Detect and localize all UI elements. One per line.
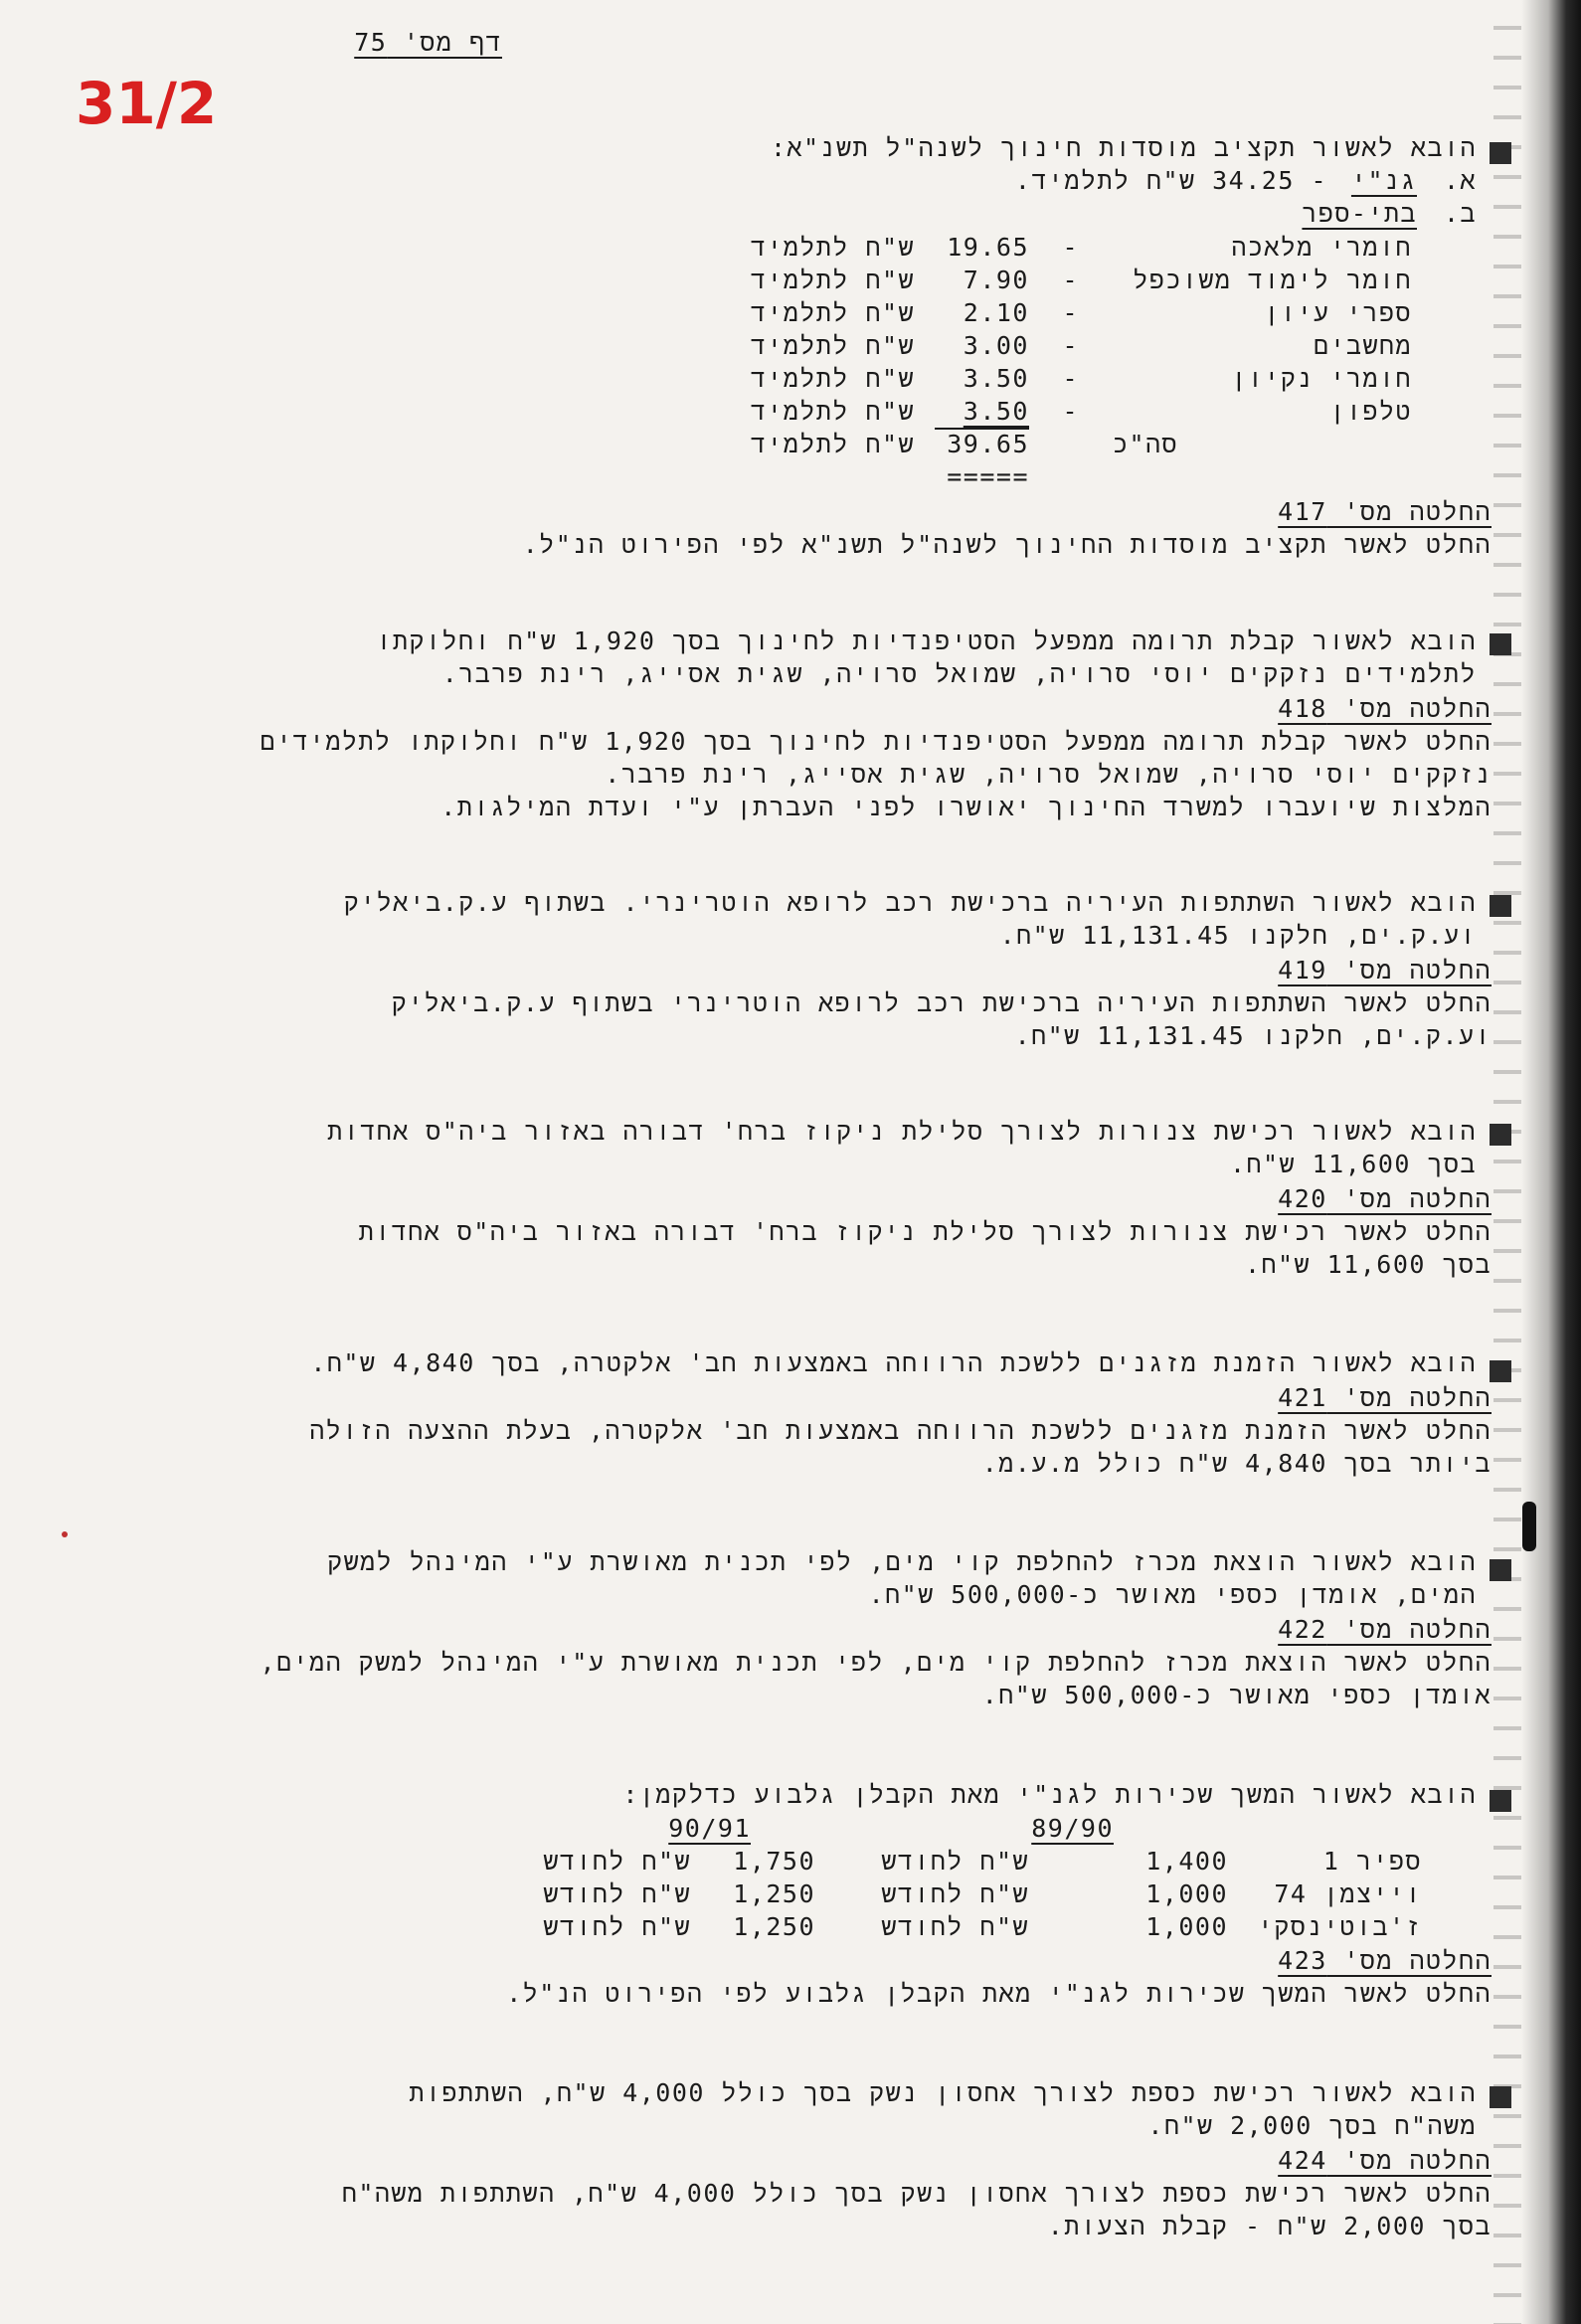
- item1-b-label: בתי-ספר: [1302, 199, 1417, 228]
- decision-line: החלט לאשר המשך שכירות לגנ"י מאת הקבלן גלבוע לפי הפירוט הנ"ל.: [506, 1979, 1492, 2008]
- rent-row-name: ז'בוטינסקי: [1257, 1912, 1422, 1941]
- item1-intro: הובא לאשור תקציב מוסדות חינוך לשנה"ל תשנ"א:: [770, 133, 1477, 162]
- budget-row-label: טלפון: [1329, 397, 1412, 426]
- rent-row-amount-a: 1,000: [1145, 1879, 1228, 1908]
- rent-col-header-a: 89/90: [1031, 1814, 1114, 1843]
- decision-number: החלטה מס' 423: [1278, 1946, 1492, 1975]
- proposal-line: הובא לאשור רכישת כספת לצורך אחסון נשק בסך כולל 4,000 ש"ח, השתתפות: [409, 2078, 1477, 2107]
- total-double-rule: =====: [947, 462, 1029, 491]
- rent-row-unit-a: ש"ח לחודש: [881, 1912, 1029, 1941]
- binding-shadow-lines: [1493, 0, 1521, 2324]
- budget-row-dash: -: [1062, 233, 1079, 262]
- budget-row-label: חומר לימוד משוכפל: [1133, 266, 1412, 294]
- item1-b-marker: ב.: [1443, 199, 1477, 228]
- proposal-line: בסך 11,600 ש"ח.: [1229, 1150, 1477, 1178]
- item-bullet: [1490, 142, 1511, 164]
- proposal-line: לתלמידים נזקקים יוסי סרויה, שמואל סרויה, שגית אסייג, רינת פרבר.: [441, 659, 1477, 688]
- decision-line: החלט לאשר רכישת צנורות לצורך סלילת ניקוז ברח' דבורה באזור ביה"ס אחדות: [358, 1217, 1492, 1246]
- page-reference: דף מס' 75: [354, 28, 502, 57]
- budget-row-amount: 2.10: [963, 298, 1029, 327]
- budget-row-dash: -: [1062, 331, 1079, 360]
- item1-a-marker: א.: [1443, 166, 1477, 195]
- binding-shadow: [1521, 0, 1581, 2324]
- rent-row-amount-a: 1,000: [1145, 1912, 1228, 1941]
- budget-row-amount: 3.00: [963, 331, 1029, 360]
- budget-row-amount: 7.90: [963, 266, 1029, 294]
- rent-row-unit-a: ש"ח לחודש: [881, 1847, 1029, 1876]
- rent-row-unit-a: ש"ח לחודש: [881, 1879, 1029, 1908]
- rent-row-name: וייצמן 74: [1274, 1879, 1422, 1908]
- proposal-line: משה"ח בסך 2,000 ש"ח.: [1147, 2111, 1477, 2140]
- decision-line: החלט לאשר השתתפות העיריה ברכישת רכב לרופא הוטרינרי בשתוף ע.ק.ביאליק: [391, 988, 1492, 1017]
- rent-col-header-b: 90/91: [668, 1814, 751, 1843]
- budget-row-dash: -: [1062, 397, 1079, 426]
- proposal-line: הובא לאשור הוצאת מכרז להחלפת קוי מים, לפי תכנית מאושרת ע"י המינהל למשק: [327, 1547, 1477, 1576]
- decision-line: החלט לאשר רכישת כספת לצורך אחסון נשק בסך כולל 4,000 ש"ח, השתתפות משה"ח: [341, 2179, 1492, 2208]
- decision-line: ביותר בסך 4,840 ש"ח כולל מ.ע.מ.: [981, 1449, 1492, 1478]
- proposal-line: הובא לאשור קבלת תרומה ממפעל הסטיפנדיות לחינוך בסך 1,920 ש"ח וחלוקתו: [376, 626, 1477, 655]
- item1-a-label: גנ"י: [1350, 166, 1417, 195]
- budget-row-label: חומרי מלאכה: [1231, 233, 1412, 262]
- decision-number: החלטה מס' 417: [1278, 497, 1492, 526]
- red-stamp-number: 31/2: [76, 70, 218, 137]
- item-bullet: [1490, 1790, 1511, 1812]
- decision-line: אומדן כספי מאושר כ-500,000 ש"ח.: [981, 1681, 1492, 1709]
- proposal-line: הובא לאשור השתתפות העיריה ברכישת רכב לרופא הוטרינרי. בשתוף ע.ק.ביאליק: [343, 888, 1477, 917]
- item-bullet: [1490, 1360, 1511, 1382]
- scan-speck: [62, 1531, 68, 1537]
- total-amount: 39.65: [947, 430, 1029, 458]
- proposal-line: הובא לאשור המשך שכירות לגנ"י מאת הקבלן גלבוע כדלקמן:: [622, 1780, 1477, 1809]
- budget-row-unit: ש"ח לתלמיד: [750, 298, 915, 327]
- budget-row-dash: -: [1062, 266, 1079, 294]
- budget-row-amount: 3.50: [963, 397, 1029, 426]
- decision-number: החלטה מס' 420: [1278, 1184, 1492, 1213]
- decision-line: החלט לאשר קבלת תרומה ממפעל הסטיפנדיות לחינוך בסך 1,920 ש"ח וחלוקתו לתלמידים: [260, 727, 1492, 756]
- budget-row-unit: ש"ח לתלמיד: [750, 364, 915, 393]
- decision-number: החלטה מס' 424: [1278, 2146, 1492, 2175]
- proposal-line: המים, אומדן כספי מאושר כ-500,000 ש"ח.: [868, 1580, 1477, 1609]
- total-label: סה"כ: [1112, 430, 1178, 458]
- proposal-line: הובא לאשור רכישת צנורות לצורך סלילת ניקוז ברח' דבורה באזור ביה"ס אחדות: [327, 1117, 1477, 1146]
- rent-row-amount-b: 1,250: [733, 1879, 815, 1908]
- budget-row-amount: 3.50: [963, 364, 1029, 393]
- item-bullet: [1490, 633, 1511, 655]
- item-bullet: [1490, 895, 1511, 917]
- rent-row-unit-b: ש"ח לחודש: [543, 1912, 691, 1941]
- decision-line: המלצות שיועברו למשרד החינוך יאושרו לפני העברתן ע"י ועדת המילגות.: [440, 793, 1492, 821]
- total-unit: ש"ח לתלמיד: [750, 430, 915, 458]
- item1-a-value: - 34.25 ש"ח לתלמיד.: [1014, 166, 1327, 195]
- decision-line: בסך 2,000 ש"ח - קבלת הצעות.: [1047, 2212, 1492, 2240]
- scan-blot: [1522, 1502, 1536, 1551]
- budget-row-dash: -: [1062, 364, 1079, 393]
- budget-row-label: חומרי נקיון: [1231, 364, 1412, 393]
- rent-row-name: ספיר 1: [1322, 1847, 1422, 1876]
- decision-line: החלט לאשר הוצאת מכרז להחלפת קוי מים, לפי תכנית מאושרת ע"י המינהל למשק המים,: [260, 1648, 1492, 1677]
- rent-row-unit-b: ש"ח לחודש: [543, 1847, 691, 1876]
- decision-line: בסך 11,600 ש"ח.: [1244, 1250, 1492, 1279]
- proposal-line: וע.ק.ים, חלקנו 11,131.45 ש"ח.: [999, 921, 1477, 950]
- decision-number: החלטה מס' 422: [1278, 1615, 1492, 1644]
- budget-row-label: מחשבים: [1313, 331, 1412, 360]
- item-bullet: [1490, 2086, 1511, 2108]
- budget-row-amount: 19.65: [947, 233, 1029, 262]
- budget-row-dash: -: [1062, 298, 1079, 327]
- rent-row-amount-b: 1,750: [733, 1847, 815, 1876]
- decision-number: החלטה מס' 421: [1278, 1383, 1492, 1412]
- decision-line: החלט לאשר הזמנת מזגנים ללשכת הרווחה באמצעות חב' אלקטרה, בעלת ההצעה הזולה: [309, 1416, 1492, 1445]
- rent-row-unit-b: ש"ח לחודש: [543, 1879, 691, 1908]
- budget-row-unit: ש"ח לתלמיד: [750, 397, 915, 426]
- budget-row-unit: ש"ח לתלמיד: [750, 233, 915, 262]
- item-bullet: [1490, 1559, 1511, 1581]
- budget-row-unit: ש"ח לתלמיד: [750, 266, 915, 294]
- rent-row-amount-b: 1,250: [733, 1912, 815, 1941]
- decision-number: החלטה מס' 418: [1278, 694, 1492, 723]
- decision-line: החלט לאשר תקציב מוסדות החינוך לשנה"ל תשנ"א לפי הפירוט הנ"ל.: [522, 530, 1492, 559]
- decision-line: וע.ק.ים, חלקנו 11,131.45 ש"ח.: [1014, 1021, 1492, 1050]
- decision-line: נזקקים יוסי סרויה, שמואל סרויה, שגית אסייג, רינת פרבר.: [605, 760, 1492, 789]
- item-bullet: [1490, 1124, 1511, 1146]
- proposal-line: הובא לאשור הזמנת מזגנים ללשכת הרווחה באמצעות חב' אלקטרה, בסך 4,840 ש"ח.: [310, 1348, 1477, 1377]
- rent-row-amount-a: 1,400: [1145, 1847, 1228, 1876]
- decision-number: החלטה מס' 419: [1278, 956, 1492, 984]
- budget-row-label: ספרי עיון: [1264, 298, 1412, 327]
- budget-row-unit: ש"ח לתלמיד: [750, 331, 915, 360]
